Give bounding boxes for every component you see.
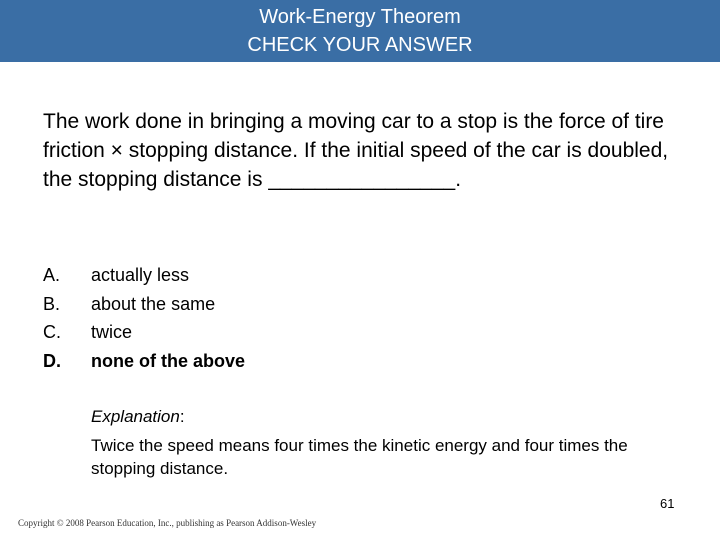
- choice-c: [43, 318, 245, 347]
- explanation-text: Twice the speed means four times the kinetic energy and four times the stopping distance.: [91, 436, 628, 478]
- choice-letter: A.: [43, 265, 61, 285]
- choice-text: none of the above: [91, 350, 246, 371]
- choice-d: [43, 347, 245, 376]
- choice-letter: B.: [43, 293, 61, 314]
- slide-subtitle: CHECK YOUR ANSWER: [247, 34, 473, 56]
- choice-letter: C.: [43, 322, 61, 342]
- slide-title: Work-Energy Theorem: [259, 6, 461, 28]
- question-blank: ________________.: [268, 168, 462, 191]
- choice-text: twice: [91, 322, 133, 342]
- choice-text: actually less: [91, 265, 190, 285]
- explanation-colon: :: [179, 407, 185, 426]
- answer-choices: [43, 261, 245, 375]
- slide-header: [0, 0, 720, 62]
- choice-letter: D.: [43, 350, 61, 371]
- choice-b: [43, 290, 245, 319]
- choice-text: about the same: [91, 293, 216, 314]
- explanation-label: Explanation: [91, 407, 180, 426]
- choice-a: [43, 261, 245, 290]
- question-body: The work done in bringing a moving car to a stop is the force of tire friction × stopping distance. If the initial speed of the car is doubled, the stopping distance is: [43, 110, 669, 191]
- copyright-notice: Copyright © 2008 Pearson Education, Inc., publishing as Pearson Addison-Wesley: [18, 518, 317, 528]
- explanation: [91, 404, 671, 480]
- explanation-heading: [91, 404, 671, 430]
- question-text: [43, 107, 683, 194]
- page-number: 61: [660, 496, 675, 511]
